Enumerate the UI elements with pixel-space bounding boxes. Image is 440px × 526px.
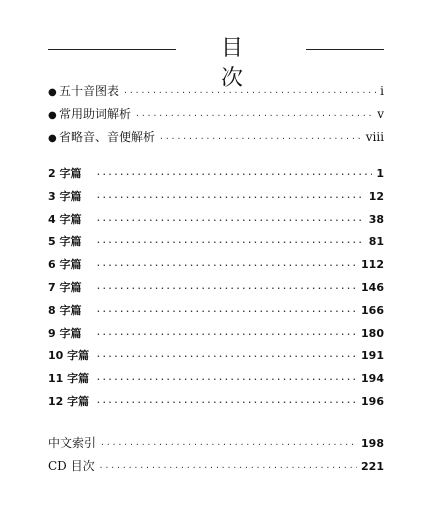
toc-entry[interactable] [48, 391, 384, 414]
toc-entry[interactable] [48, 432, 384, 455]
toc-entry[interactable] [48, 455, 384, 478]
entry-page: 166 [361, 303, 384, 317]
dot-leader [96, 369, 357, 392]
dot-leader [99, 457, 357, 480]
toc-entry[interactable] [48, 300, 384, 323]
entry-label: 7 字篇 [48, 280, 82, 294]
entry-label: 2 字篇 [48, 167, 82, 180]
toc-entry[interactable] [48, 163, 384, 186]
entry-label: 5 字篇 [48, 235, 82, 249]
entry-page: 191 [361, 349, 384, 363]
dot-leader [123, 82, 376, 105]
dot-leader [96, 187, 365, 210]
toc-overview-section [48, 80, 384, 148]
toc-entry[interactable] [48, 126, 384, 149]
entry-label: 常用助词解析 [59, 106, 132, 121]
dot-leader [96, 210, 365, 233]
entry-label: 省略音、音便解析 [59, 129, 156, 144]
toc-entry[interactable] [48, 368, 384, 391]
entry-label: 9 字篇 [48, 326, 82, 340]
toc-entry[interactable] [48, 254, 384, 277]
entry-page: 38 [368, 212, 384, 226]
entry-label: 11 字篇 [48, 372, 90, 386]
entry-page: 194 [361, 372, 384, 386]
entry-label: 6 字篇 [48, 258, 82, 272]
entry-page: ⅷ [365, 129, 384, 144]
entry-page: 180 [361, 326, 384, 340]
entry-label: CD 目次 [48, 458, 95, 473]
entry-page: 146 [361, 280, 384, 294]
entry-label: 五十音图表 [59, 84, 120, 98]
entry-page: 12 [368, 189, 384, 203]
dot-leader [96, 255, 357, 278]
bullet-icon: ● [48, 109, 57, 121]
toc-chapters-section [48, 163, 384, 414]
dot-leader [96, 346, 357, 369]
toc-entry[interactable] [48, 209, 384, 232]
dot-leader [96, 164, 372, 187]
dot-leader [159, 128, 362, 151]
entry-page: 112 [361, 258, 384, 272]
toc-entry[interactable] [48, 345, 384, 368]
toc-entry[interactable] [48, 277, 384, 300]
entry-label: 中文索引 [48, 436, 97, 450]
toc-entry[interactable] [48, 186, 384, 209]
entry-label: 3 字篇 [48, 189, 82, 203]
entry-page: 221 [361, 459, 384, 473]
entry-page: i [380, 84, 384, 98]
bullet-icon: ● [48, 132, 57, 144]
dot-leader [96, 278, 357, 301]
entry-page: 81 [368, 235, 384, 249]
dot-leader [96, 324, 357, 347]
bullet-icon: ● [48, 87, 57, 98]
entry-page: 198 [361, 437, 384, 450]
title-rule-left [48, 49, 176, 50]
entry-label: 4 字篇 [48, 212, 82, 226]
dot-leader [100, 434, 357, 457]
title-rule-right [306, 49, 384, 50]
toc-appendix-section [48, 432, 384, 478]
dot-leader [135, 105, 373, 128]
dot-leader [96, 301, 357, 324]
entry-label: 8 字篇 [48, 303, 82, 317]
toc-entry[interactable] [48, 231, 384, 254]
entry-label: 12 字篇 [48, 394, 90, 408]
page-title: 目 次 [220, 36, 306, 91]
dot-leader [96, 232, 365, 255]
dot-leader [96, 392, 357, 415]
toc-entry[interactable] [48, 323, 384, 346]
entry-page: v [377, 106, 384, 121]
entry-page: 196 [361, 394, 384, 408]
entry-label: 10 字篇 [48, 349, 90, 363]
entry-page: 1 [376, 167, 384, 180]
toc-entry[interactable] [48, 103, 384, 126]
toc-entry[interactable] [48, 80, 384, 103]
